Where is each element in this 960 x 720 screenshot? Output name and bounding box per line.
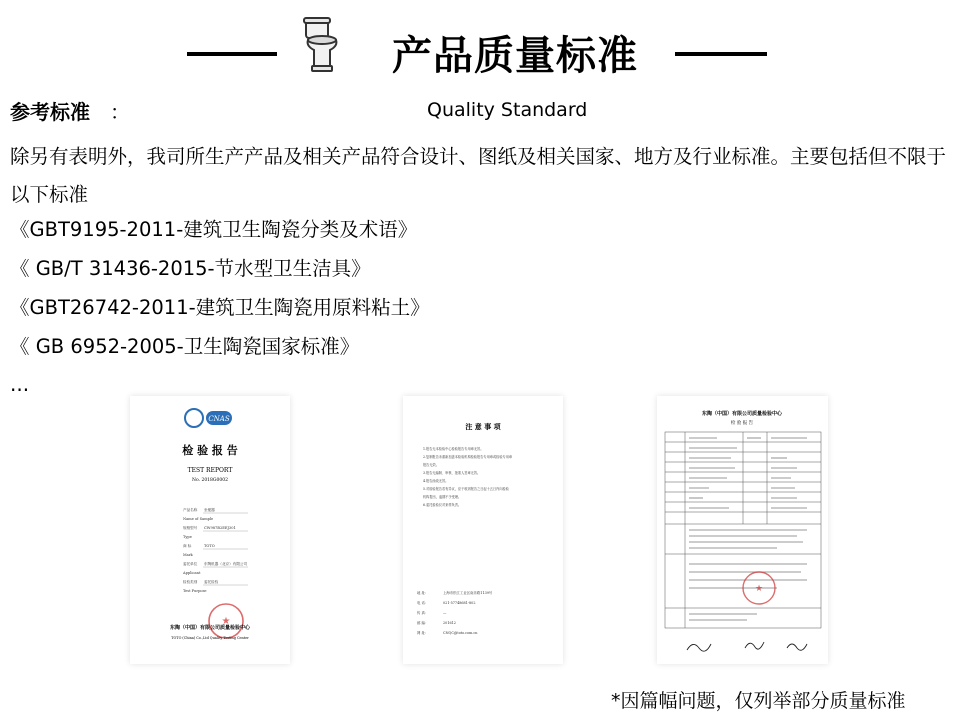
results-page — [657, 396, 828, 664]
cnas-logo — [185, 409, 232, 427]
signature — [687, 644, 711, 651]
standard-item: 《GBT9195-2011-建筑卫生陶瓷分类及术语》 — [10, 218, 418, 241]
report-label: 规格型号 — [183, 526, 198, 530]
notice-fax: — — [443, 611, 447, 615]
notice-post: 201612 — [443, 621, 456, 625]
notice-item: 报告无效。 — [423, 463, 439, 467]
test-report-cover — [130, 396, 290, 664]
signature — [745, 642, 764, 649]
report-label: 委托单位 — [183, 562, 198, 566]
notice-address: 上海市松江工业区南乐路1139号 — [443, 591, 493, 595]
report-subtitle: TEST REPORT — [187, 467, 233, 474]
reference-label: 参考标准 — [10, 100, 90, 124]
report-label: 产品名称 — [183, 508, 198, 512]
notice-fax-label: 传 真： — [417, 611, 429, 615]
notice-item: 5.对检验报告若有异议，应于收到报告之日起十五日内向检验 — [423, 487, 509, 491]
notice-item: 1.报告无本检验中心检验报告专用章无效。 — [423, 447, 484, 451]
report-label: Applicant — [183, 571, 201, 575]
signature — [787, 644, 807, 650]
report-label: Type — [183, 535, 192, 539]
intro-paragraph: 除另有表明外，我司所生产产品及相关产品符合设计、图纸及相关国家、地方及行业标准。主要包括但不限于以下标准 — [10, 145, 947, 206]
notice-address-label: 地 址： — [417, 591, 429, 595]
report-value: CW987B2EEJ301 — [204, 526, 236, 530]
notice-item: 4.报告涂改无效。 — [423, 479, 449, 483]
svg-text:CNAS: CNAS — [208, 415, 230, 423]
reference-colon: ： — [110, 100, 130, 124]
report-label: 检验类别 — [183, 580, 198, 584]
notice-phone-label: 电 话： — [417, 601, 429, 605]
toilet-icon — [300, 16, 342, 74]
standard-item: 《 GB 6952-2005-卫生陶瓷国家标准》 — [10, 335, 360, 358]
report-value: 坐便器 — [204, 508, 215, 512]
notice-item: 6.委托检验仅对来样负责。 — [423, 503, 462, 507]
notice-item: 3.报告无编制、审核、批准人签章无效。 — [423, 471, 481, 475]
notice-web: CNQC@toto.com.cn — [443, 631, 478, 635]
footnote: *因篇幅问题，仅列举部分质量标准 — [611, 690, 906, 712]
notice-title: 注 意 事 项 — [465, 422, 501, 431]
title-row — [0, 14, 960, 84]
notice-post-label: 邮 编： — [417, 621, 429, 625]
svg-text:★: ★ — [221, 616, 231, 627]
report-number: No. 2018G0002 — [192, 478, 228, 483]
standard-item: 《 GB/T 31436-2015-节水型卫生洁具》 — [10, 257, 371, 280]
title-rule-left — [187, 52, 277, 56]
report-footer-en: TOTO (China) Co.,Ltd Quality Testing Center — [171, 636, 249, 640]
notice-phone: 021-57748681-802 — [443, 601, 476, 605]
reference-english: Quality Standard — [427, 99, 588, 121]
report-value: 东陶机器（北京）有限公司 — [204, 562, 248, 566]
results-title: 检 验 报 告 — [730, 421, 754, 426]
report-value: 委托检验 — [204, 580, 219, 584]
standard-item: 《GBT26742-2011-建筑卫生陶瓷用原料粘土》 — [10, 296, 430, 319]
ellipsis: ... — [10, 372, 30, 396]
title-rule-right — [675, 52, 767, 56]
notice-item: 2.复制报告未重新加盖本检验机构检验报告专用章或检验专用章 — [423, 455, 513, 459]
report-value: TOTO — [204, 544, 215, 548]
notice-page — [403, 396, 563, 664]
notice-item: 机构提出，逾期不予受理。 — [423, 495, 462, 499]
page-title: 产品质量标准 — [392, 33, 638, 79]
report-footer-cn: 东陶（中国）有限公司质量检验中心 — [169, 625, 251, 631]
report-label: Mark — [183, 553, 193, 557]
results-org: 东陶（中国）有限公司质量检验中心 — [701, 411, 783, 417]
notice-web-label: 网 址： — [417, 631, 429, 635]
report-label: Test Purpose — [183, 589, 207, 593]
report-label: Name of Sample — [183, 517, 214, 521]
report-label: 商 标 — [183, 544, 192, 548]
report-title: 检 验 报 告 — [182, 444, 238, 457]
svg-text:★: ★ — [754, 584, 764, 594]
